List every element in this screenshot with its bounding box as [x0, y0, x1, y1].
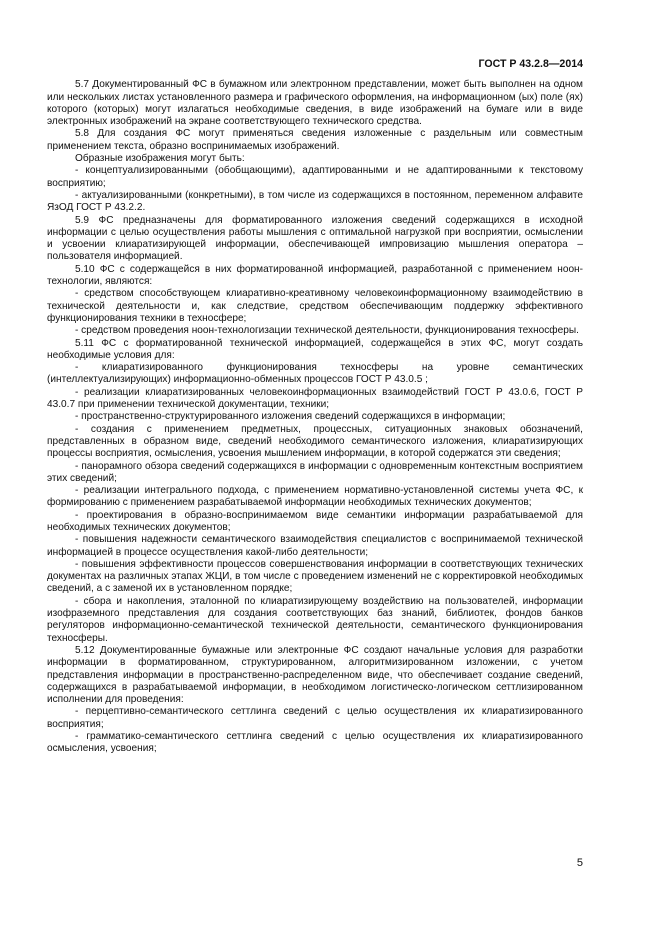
list-item: - проектирования в образно-воспринимаемом виде семантики информации разрабатываемой для необходимых технических документов; — [47, 509, 583, 533]
list-item: - средством способствующем клиаративно-креативному человекоинформационному взаимодействию в технической деятельности и, как следствие, средством обеспечивающим поддержку эффективного функционирования техники в техносфере; — [47, 288, 583, 324]
list-item: - концептуализированными (обобщающими), адаптированными и не адаптированными к текстовому восприятию; — [47, 165, 583, 189]
list-item: - грамматико-семантического сеттлинга сведений с целью осуществления их клиаратизированного осмысления, усвоения; — [47, 731, 583, 755]
list-item: - пространственно-структурированного изложения сведений содержащихся в информации; — [75, 411, 506, 423]
paragraph: Образные изображения могут быть: — [75, 153, 245, 165]
list-item: - клиаратизированного функционирования техносферы на уровне семантических (интеллектуализирующих) информационно-обменных процессов ГОСТ Р 43.0.5 ; — [47, 362, 583, 386]
paragraph: 5.12 Документированные бумажные или электронные ФС создают начальные условия для разработки информации в форматированном, структурированном, алгоритмизированном изложении, с учетом представления информации в пространственно-распределенном виде, что обеспечивает создание сведений, содержащихся в разрабатываемой информации, в необходимом логистическо-логическом сеттлизированном исполнении для проведения: — [47, 644, 583, 706]
list-item: - панорамного обзора сведений содержащихся в информации с одновременным контекстным восприятием этих сведений; — [47, 460, 583, 484]
document-header — [47, 58, 583, 70]
paragraph: 5.9 ФС предназначены для форматированного изложения сведений содержащихся в исходной информации с целью осуществления работы мышления с оптимальной нагрузкой при восприятии, осмыслении и усвоении клиаратизирующей информации, обеспечивающей импровизацию мышления оператора – пользователя информацией. — [47, 214, 583, 263]
paragraph: 5.11 ФС с форматированной технической информацией, содержащейся в этих ФС, могут создать необходимые условия для: — [47, 337, 583, 361]
paragraph: 5.8 Для создания ФС могут применяться сведения изложенные с раздельным или совместным применением текста, образно воспринимаемых изображений. — [47, 128, 583, 152]
list-item: - актуализированными (конкретными), в том числе из содержащихся в постоянном, переменном алфавите ЯзОД ГОСТ Р 43.2.2. — [47, 189, 583, 214]
list-item: - средством проведения ноон-технологизации технической деятельности, функционирования техносферы. — [75, 325, 579, 337]
page-number: 5 — [576, 857, 583, 869]
paragraph: 5.7 Документированный ФС в бумажном или электронном представлении, может быть выполнен на одном или нескольких листах установленного размера и графического оформления, на информационном (ых) поле (ях) которого (которых) могут излагаться необходимые сведения, в виде изображений на бумаге или в виде электронных изображений на экране соответствующего технического средства. — [47, 79, 583, 128]
list-item: - повышения надежности семантического взаимодействия специалистов с воспринимаемой технической информацией в процессе осуществления какой-либо деятельности; — [47, 534, 583, 558]
body-text — [47, 79, 583, 755]
standard-designation: ГОСТ Р 43.2.8—2014 — [478, 58, 583, 70]
list-item: - перцептивно-семантического сеттлинга сведений с целью осуществления их клиаратизированного восприятия; — [47, 706, 583, 730]
list-item: - создания с применением предметных, процессных, ситуационных знаковых обозначений, представленных в образном виде, сведений необходимого семантического изложения, клиаратизирующих процессы восприятия, осмысления, усвоения мышлением информации, в которой содержатся эти сведения; — [47, 423, 583, 460]
list-item: - реализации интегрального подхода, с применением нормативно-установленной системы учета ФС, к формированию с применением разрабатываемой информации необходимых технических документов; — [47, 485, 583, 509]
list-item: - реализации клиаратизированных человекоинформационных взаимодействий ГОСТ Р 43.0.6, ГОСТ Р 43.0.7 при применении технической документации, техники; — [47, 386, 583, 411]
paragraph: 5.10 ФС с содержащейся в них форматированной информацией, разработанной с применением ноон-технологии, являются: — [47, 263, 583, 288]
list-item: - повышения эффективности процессов совершенствования информации в соответствующих технических документах на различных этапах ЖЦИ, в том числе с проведением изменений не с корректировкой необходимых сведений, а с заменой их в установленном порядке; — [47, 558, 583, 595]
list-item: - сбора и накопления, эталонной по клиаратизирующему воздействию на пользователей, информации изофраземного представления для создания соответствующих баз знаний, библиотек, фондов банков регуляторов информационно-семантической технической деятельности, семантического функционирования техносферы. — [47, 595, 583, 644]
